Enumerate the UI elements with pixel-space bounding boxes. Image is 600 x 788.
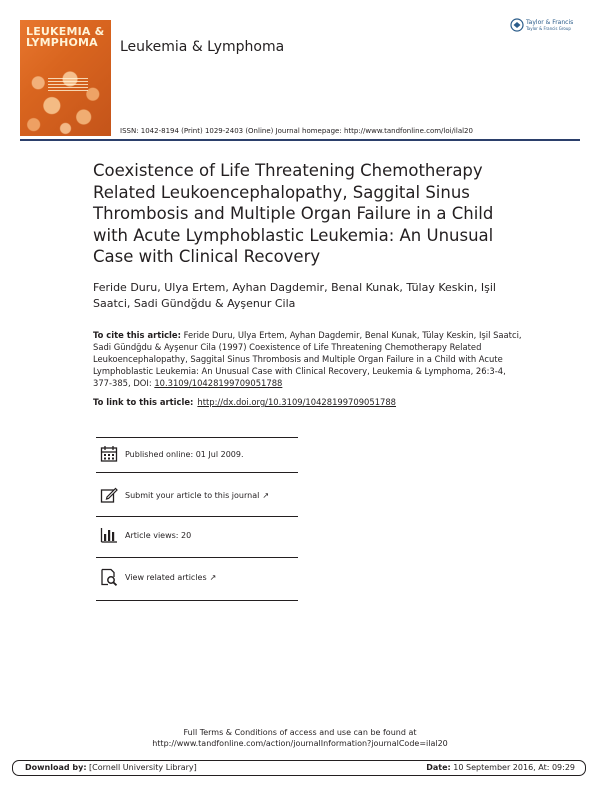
download-date-value: 10 September 2016, At: 09:29 [450, 763, 575, 772]
download-info-bar [12, 760, 586, 776]
article-link-label: To link to this article: [93, 397, 194, 407]
bar-chart-icon [100, 526, 118, 544]
downloaded-by-label: Download by: [25, 763, 87, 772]
citation-doi-link[interactable]: 10.3109/10428199709051788 [154, 378, 283, 388]
divider [96, 472, 298, 473]
external-link-icon: ↗ [209, 572, 217, 582]
cover-subtitle-lines [48, 78, 88, 92]
download-date-label: Date: [426, 763, 451, 772]
cover-cell-pattern [20, 60, 111, 136]
magnifier-document-icon [100, 568, 118, 586]
published-date-text: Published online: 01 Jul 2009. [125, 449, 244, 459]
citation-text: Feride Duru, Ulya Ertem, Ayhan Dagdemir, Benal Kunak, Tülay Keskin, Işil Saatci, Sadi Gündğdu & Ayşenur Cila (1997) Coexistence of Life Threatening Chemotherapy Related Leukoencephalopathy, Saggital Sinus Thrombosis and Multiple Organ Failure in a Child with Acute Lymphoblastic Leukemia: An Unusual Case with Clinical Recovery, Leukemia & Lymphoma, 26:3-4, 377-385, DOI: [93, 330, 522, 388]
edit-icon [100, 486, 118, 504]
calendar-icon [100, 445, 118, 463]
cover-title [26, 26, 107, 48]
publisher-logo-icon [510, 18, 524, 32]
journal-homepage-link[interactable]: http://www.tandfonline.com/loi/ilal20 [343, 127, 473, 135]
download-date [426, 761, 575, 775]
header-divider [20, 139, 580, 141]
published-row [100, 443, 300, 465]
article-views-row [100, 524, 300, 546]
issn-text: ISSN: 1042-8194 (Print) 1029-2403 (Online) Journal homepage: [120, 127, 344, 135]
related-articles-row[interactable] [100, 566, 300, 588]
divider [96, 437, 298, 438]
publisher-logo-name: Taylor & Francis [526, 19, 574, 26]
downloaded-by-value: [Cornell University Library] [86, 763, 197, 772]
downloaded-by [25, 761, 197, 775]
issn-line [120, 127, 473, 135]
article-title: Coexistence of Life Threatening Chemotherapy Related Leukoencephalopathy, Saggital Sinus Thrombosis and Multiple Organ Failure in a Child with Acute Lymphoblastic Leukemia: An Unusual Case with Clinical Recovery [93, 161, 494, 266]
terms-notice [0, 727, 600, 749]
divider [96, 600, 298, 601]
submit-article-row[interactable] [100, 484, 300, 506]
terms-url-link[interactable]: http://www.tandfonline.com/action/journalInformation?journalCode=ilal20 [152, 739, 448, 748]
article-link-line [93, 397, 523, 407]
citation-label: To cite this article: [93, 330, 181, 340]
article-doi-url-link[interactable]: http://dx.doi.org/10.3109/10428199709051788 [197, 397, 397, 407]
related-articles-link[interactable]: View related articles [125, 572, 207, 582]
divider [96, 516, 298, 517]
publisher-logo-group: Taylor & Francis Group [526, 26, 571, 31]
journal-cover-image [20, 20, 111, 136]
article-views-text: Article views: 20 [125, 530, 192, 540]
citation-block [93, 329, 523, 389]
submit-article-link[interactable]: Submit your article to this journal [125, 490, 260, 500]
article-authors: Feride Duru, Ulya Ertem, Ayhan Dagdemir, Benal Kunak, Tülay Keskin, Işil Saatci, Sadi Gündğdu & Ayşenur Cila [93, 281, 496, 310]
publisher-logo [510, 16, 585, 38]
cover-title-line2: LYMPHOMA [26, 36, 98, 49]
terms-text: Full Terms & Conditions of access and use can be found at [183, 728, 417, 737]
external-link-icon: ↗ [262, 490, 270, 500]
journal-name: Leukemia & Lymphoma [120, 39, 285, 55]
divider [96, 557, 298, 558]
cover-title-line1: LEUKEMIA & [26, 25, 105, 38]
